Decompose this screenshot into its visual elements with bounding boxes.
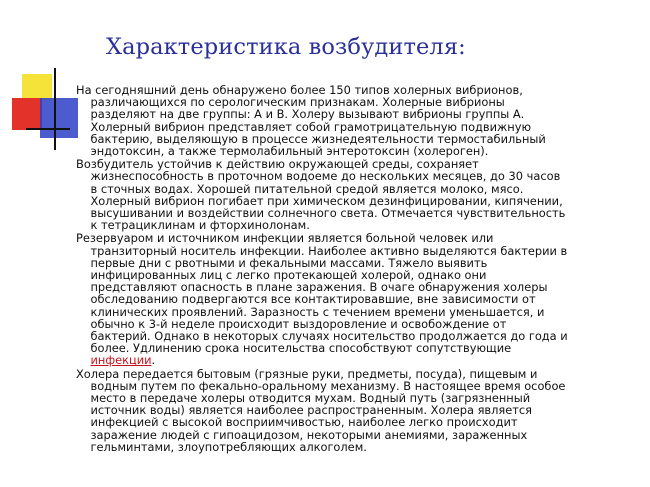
text-line: клинических проявлений. Заразность с течением времени уменьшается, и [76, 304, 545, 319]
slide-title: Характеристика возбудителя: [106, 34, 466, 60]
text-line: жизнеспособность в проточном водоеме до нескольких месяцев, до 30 часов [76, 169, 561, 184]
text-line: к тетрациклинам и фторхинолонам. [76, 218, 310, 233]
text-line: Холера передается бытовым (грязные руки, предметы, посуда), пищевым и [76, 366, 538, 381]
text-line: Резервуаром и источником инфекции является больной человек или [76, 231, 494, 246]
text-line: инфицированных лиц с легко протекающей холерой, однако они [76, 268, 487, 283]
text-line: место в передаче холеры отводится мухам. Водный путь (загрязненный [76, 391, 531, 406]
paragraph [76, 84, 642, 157]
text-line: заражение людей с гипоацидозом, некоторыми анемиями, зараженных [76, 427, 528, 442]
horizontal-line [26, 128, 70, 130]
text-line [76, 354, 642, 366]
text-line: водным путем по фекально-оральному механизму. В настоящее время особое [76, 378, 566, 393]
text-line: высушивании и воздействии солнечного света. Отмечается чувствительность [76, 206, 566, 221]
period: . [151, 353, 156, 368]
text-line: источник воды) является наиболее распространенным. Холера является [76, 403, 533, 418]
text-line: обычно к 3-й неделе происходит выздоровление и освобождение от [76, 316, 507, 331]
paragraph [76, 368, 642, 453]
text-line: Возбудитель устойчив к действию окружающей среды, сохраняет [76, 157, 479, 172]
text-line: обследованию подвергаются все контактировавшие, вне зависимости от [76, 292, 536, 307]
text-line: Холерный вибрион погибает при химическом дезинфицировании, кипячении, [76, 193, 563, 208]
text-line: первые дни с рвотными и фекальными массами. Тяжело выявить [76, 255, 488, 270]
text-line: эндотоксин, а также термолабильный энтеротоксин (холероген). [76, 144, 489, 159]
text-line: в сточных водах. Хорошей питательной средой является молоко, мясо. [76, 181, 524, 196]
paragraph [76, 158, 642, 231]
red-square [12, 98, 42, 130]
paragraph [76, 232, 642, 366]
indent [76, 353, 90, 367]
text-line: разделяют на две группы: А и В. Холеру вызывают вибрионы группы А. [76, 107, 525, 122]
infection-link[interactable]: инфекции [90, 353, 152, 368]
text-line: различающихся по серологическим признакам. Холерные вибрионы [76, 95, 505, 110]
text-line: гельминтами, злоупотребляющих алкоголем. [76, 439, 367, 454]
blue-square [40, 98, 78, 138]
slide-body-text [76, 84, 642, 454]
text-line: бактерию, выделяющую в процессе жизнедеятельности термостабильный [76, 131, 546, 146]
text-line: представляют опасность в плане заражения. В очаге обнаружения холеры [76, 280, 548, 295]
text-line: инфекцией с высокой восприимчивостью, наиболее легко происходит [76, 415, 518, 430]
text-line: Холерный вибрион представляет собой грамотрицательную подвижную [76, 119, 532, 134]
text-line: более. Удлинению срока носительства способствуют сопутствующие [76, 341, 512, 356]
text-line: транзиторный носитель инфекции. Наиболее активно выделяются бактерии в [76, 243, 568, 258]
vertical-line [54, 68, 56, 150]
yellow-square [22, 74, 52, 100]
text-line: бактерий. Однако в некоторых случаях носительство продолжается до года и [76, 329, 568, 344]
text-line: На сегодняшний день обнаружено более 150 типов холерных вибрионов, [76, 83, 523, 97]
